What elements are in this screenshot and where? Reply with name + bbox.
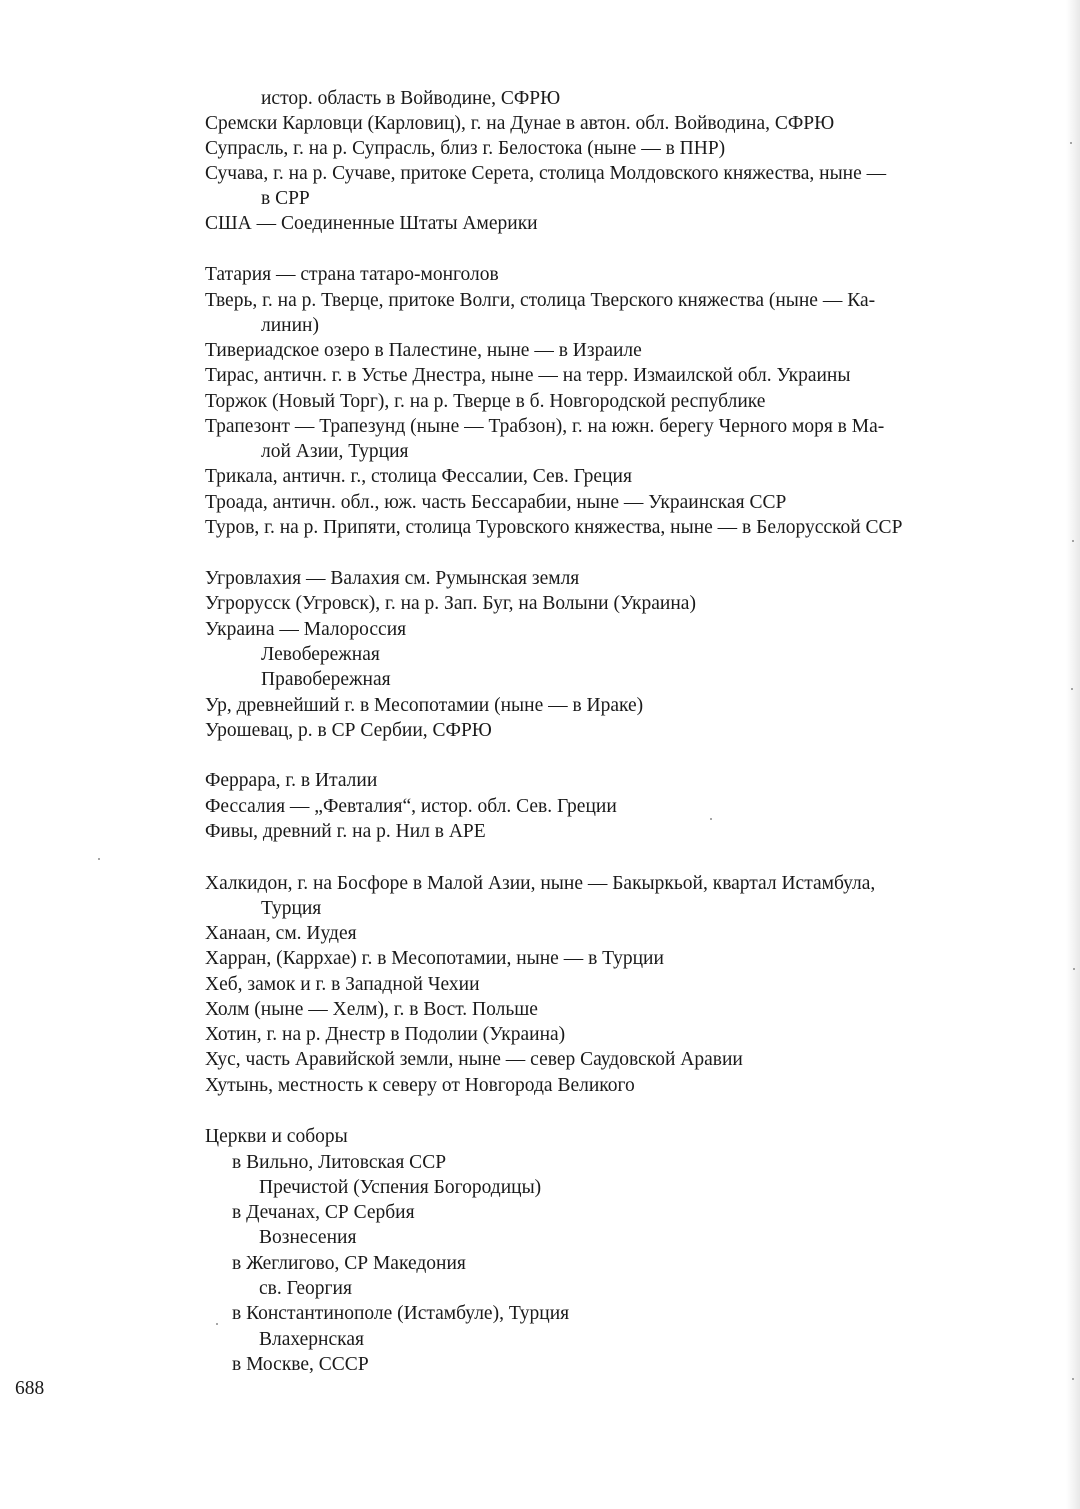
index-entry-continuation: лой Азии, Турция [261,441,409,462]
scan-speck [1072,540,1074,542]
index-entry: Харран, (Каррхае) г. в Месопотамии, ныне — в Турции [205,948,664,969]
index-entry: Сремски Карловци (Карловиц), г. на Дунае в автон. обл. Войводина, СФРЮ [205,113,835,134]
index-entry: Украина — Малороссия [205,619,407,640]
index-entry: Тирас, античн. г. в Устье Днестра, ныне — на терр. Измаилской обл. Украины [205,365,851,386]
index-entry: Тивериадское озеро в Палестине, ныне — в Израиле [205,340,642,361]
index-entry: Супрасль, г. на р. Супрасль, близ г. Белостока (ныне — в ПНР) [205,138,726,159]
index-subsubentry: св. Георгия [259,1278,352,1299]
index-entry: Хеб, замок и г. в Западной Чехии [205,974,480,995]
index-entry-continuation: линин) [261,315,319,336]
index-subentry: в Дечанах, СР Сербия [232,1202,415,1223]
index-entry: Троада, античн. обл., юж. часть Бессарабии, ныне — Украинская ССР [205,492,787,513]
index-entry: Ур, древнейший г. в Месопотамии (ныне — в Ираке) [205,695,644,716]
index-subentry: в Москве, СССР [232,1354,369,1375]
index-entry: Торжок (Новый Торг), г. на р. Тверце в б. Новгородской республике [205,391,766,412]
index-entry: Урошевац, р. в СР Сербии, СФРЮ [205,720,492,741]
index-entry: Туров, г. на р. Припяти, столица Туровского княжества, ныне — в Белорусской ССР [205,517,903,538]
index-entry: Хутынь, местность к северу от Новгорода Великого [205,1075,635,1096]
index-entry: Трикала, античн. г., столица Фессалии, Сев. Греция [205,466,632,487]
index-entry-continuation: истор. область в Войводине, СФРЮ [261,88,561,109]
index-subsubentry: Влахернская [259,1329,364,1350]
page-gutter-shadow [1066,0,1080,1509]
scan-speck [1072,1378,1074,1380]
index-subentry: в Вильно, Литовская ССР [232,1152,447,1173]
page-number: 688 [15,1378,45,1399]
index-entry: Хус, часть Аравийской земли, ныне — север Саудовской Аравии [205,1049,743,1070]
scan-speck [1070,142,1072,144]
scan-speck [1071,688,1073,690]
index-entry: Ханаан, см. Иудея [205,923,357,944]
index-entry: Фессалия — „Февталия“, истор. обл. Сев. Греции [205,796,617,817]
index-subentry: в Константинополе (Истамбуле), Турция [232,1303,570,1324]
index-subsubentry: Вознесения [259,1227,357,1248]
scan-speck [216,1323,218,1325]
index-entry: Фивы, древний г. на р. Нил в АРЕ [205,821,486,842]
index-entry-continuation: в СРР [261,188,310,209]
index-entry: Церкви и соборы [205,1126,348,1147]
scan-speck [1073,968,1075,970]
index-entry: Угрорусск (Угровск), г. на р. Зап. Буг, на Волыни (Украина) [205,593,696,614]
index-entry: Сучава, г. на р. Сучаве, притоке Серета, столица Молдовского княжества, ныне — [205,163,887,184]
scan-speck [710,818,712,820]
index-subentry: в Жеглигово, СР Македония [232,1253,466,1274]
index-entry-continuation: Турция [261,898,322,919]
index-subentry: Правобережная [261,669,391,690]
index-entry: Трапезонт — Трапезунд (ныне — Трабзон), г. на южн. берегу Черного моря в Ма- [205,416,885,437]
scan-speck [98,858,100,860]
index-entry: Феррара, г. в Италии [205,770,378,791]
index-subsubentry: Пречистой (Успения Богородицы) [259,1177,542,1198]
index-entry: Тверь, г. на р. Тверце, притоке Волги, столица Тверского княжества (ныне — Ка- [205,290,876,311]
index-entry: Угровлахия — Валахия см. Румынская земля [205,568,580,589]
index-entry: США — Соединенные Штаты Америки [205,213,538,234]
index-entry: Хотин, г. на р. Днестр в Подолии (Украина) [205,1024,566,1045]
index-entry: Холм (ныне — Хелм), г. в Вост. Польше [205,999,538,1020]
index-entry: Халкидон, г. на Босфоре в Малой Азии, ныне — Бакыркьой, квартал Истамбула, [205,873,876,894]
index-entry: Татария — страна татаро-монголов [205,264,499,285]
index-subentry: Левобережная [261,644,380,665]
